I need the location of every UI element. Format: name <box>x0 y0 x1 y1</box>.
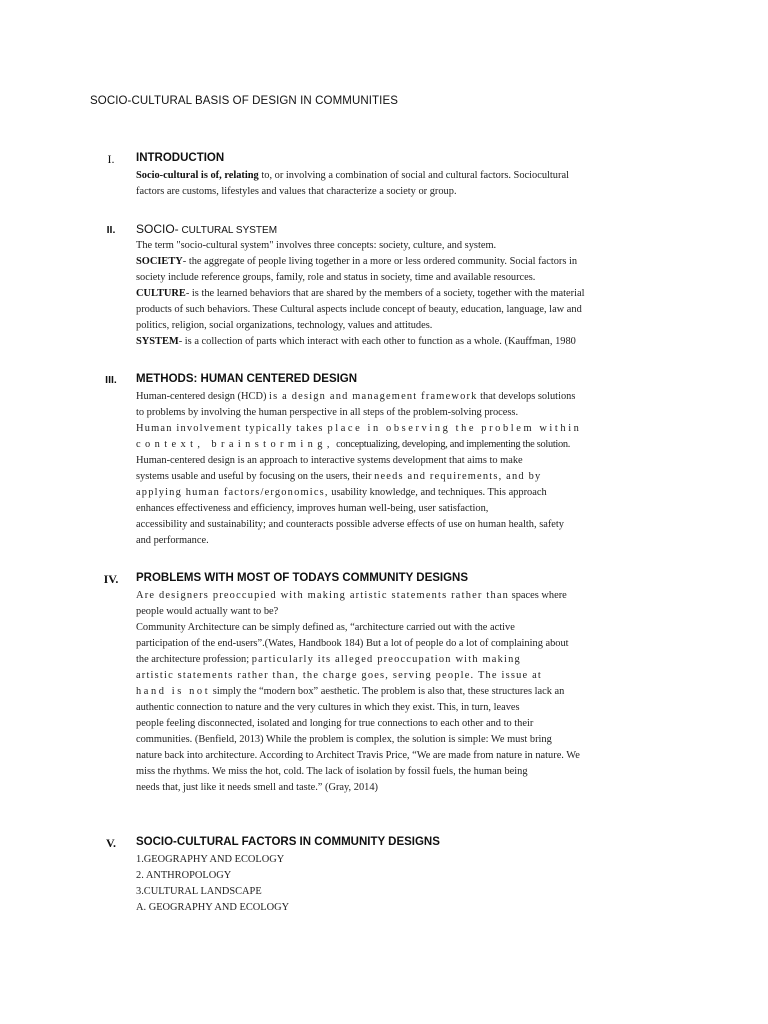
list-item: 3.CULTURAL LANDSCAPE <box>136 886 262 897</box>
section-body: Socio-cultural is of, relating to, or involving a combination of social and cultural factors. Sociocultural factors are customs, lifestyles and values that characterize a society or group. <box>136 170 569 197</box>
section-numeral: V. <box>105 836 117 850</box>
list-item: 2. ANTHROPOLOGY <box>136 870 232 881</box>
section-body: The term "socio-cultural system" involves three concepts: society, culture, and system. SOCIETY- the aggregate of people living together in a more or less ordered community. Social factors in society include reference groups, family, role and status in society, time and available resources. CULTURE- is the learned behaviors that are shared by the members of a society, together with the material products of such behaviors. These Cultural aspects include concept of beauty, education, language, law and politics, religion, social organizations, technology, values and attitudes. SYSTEM- is a collection of parts which interact with each other to function as a whole. (Kauffman, 1980 <box>136 240 585 347</box>
section-heading: PROBLEMS WITH MOST OF TODAYS COMMUNITY DESIGNS <box>136 572 469 584</box>
section-numeral: IV. <box>103 572 119 586</box>
term-society: SOCIETY <box>136 256 183 267</box>
list-item: A. GEOGRAPHY AND ECOLOGY <box>136 902 290 913</box>
section-heading: SOCIO-CULTURAL FACTORS IN COMMUNITY DESIGNS <box>136 836 440 848</box>
list-item: 1.GEOGRAPHY AND ECOLOGY <box>136 854 285 865</box>
section-heading: SOCIO- CULTURAL SYSTEM <box>136 222 278 236</box>
section-body: Are designers preoccupied with making artistic statements rather than spaces where people would actually want to be? Community Architecture can be simply defined as, “architecture carried out with the active participation of the end-users”.(Wates, Handbook 184) But a lot of people do a lot of complaining about the architecture profession; particularly its alleged preoccupation with making artistic statements rather than, the charge goes, serving people. The issue at hand is not simply the “modern box” aesthetic. The problem is also that, these structures lack an authentic connection to nature and the very cultures in which they exist. This, in turn, leaves people feeling disconnected, isolated and longing for true connections to each other and to their communities. (Benfield, 2013) While the problem is complex, the solution is simple: We must bring nature back into architecture. According to Architect Travis Price, “We are made from nature in nature. We miss the rhythms. We miss the hot, cold. The lack of isolation by fossil fuels, the human being needs that, just like it needs smell and taste.” (Gray, 2014) <box>136 590 580 793</box>
section-numeral: I. <box>107 152 115 166</box>
section-body: Human-centered design (HCD) is a design and management framework that develops solutions to problems by involving the human perspective in all steps of the problem-solving process. Human involvement typically takes place in observing the problem within context, brainstorming, conceptualizing, developing, and implementing the solution. Human-centered design is an approach to interactive systems development that aims to make systems usable and useful by focusing on the users, their needs and requirements, and by applying human factors/ergonomics, usability knowledge, and techniques. This approach enhances effectiveness and efficiency, improves human well-being, user satisfaction, accessibility and sustainability; and counteracts possible adverse effects of use on human health, safety and performance. <box>136 391 582 546</box>
section-numeral: II. <box>106 224 116 236</box>
section-heading: METHODS: HUMAN CENTERED DESIGN <box>136 373 358 385</box>
document-title: SOCIO-CULTURAL BASIS OF DESIGN IN COMMUNITIES <box>90 95 399 107</box>
section-heading: INTRODUCTION <box>136 152 225 164</box>
factor-list <box>136 852 681 916</box>
term-socio-cultural: Socio-cultural is of, relating <box>136 170 259 181</box>
term-system: SYSTEM <box>136 336 179 347</box>
term-culture: CULTURE <box>136 288 186 299</box>
section-numeral: III. <box>105 374 117 386</box>
